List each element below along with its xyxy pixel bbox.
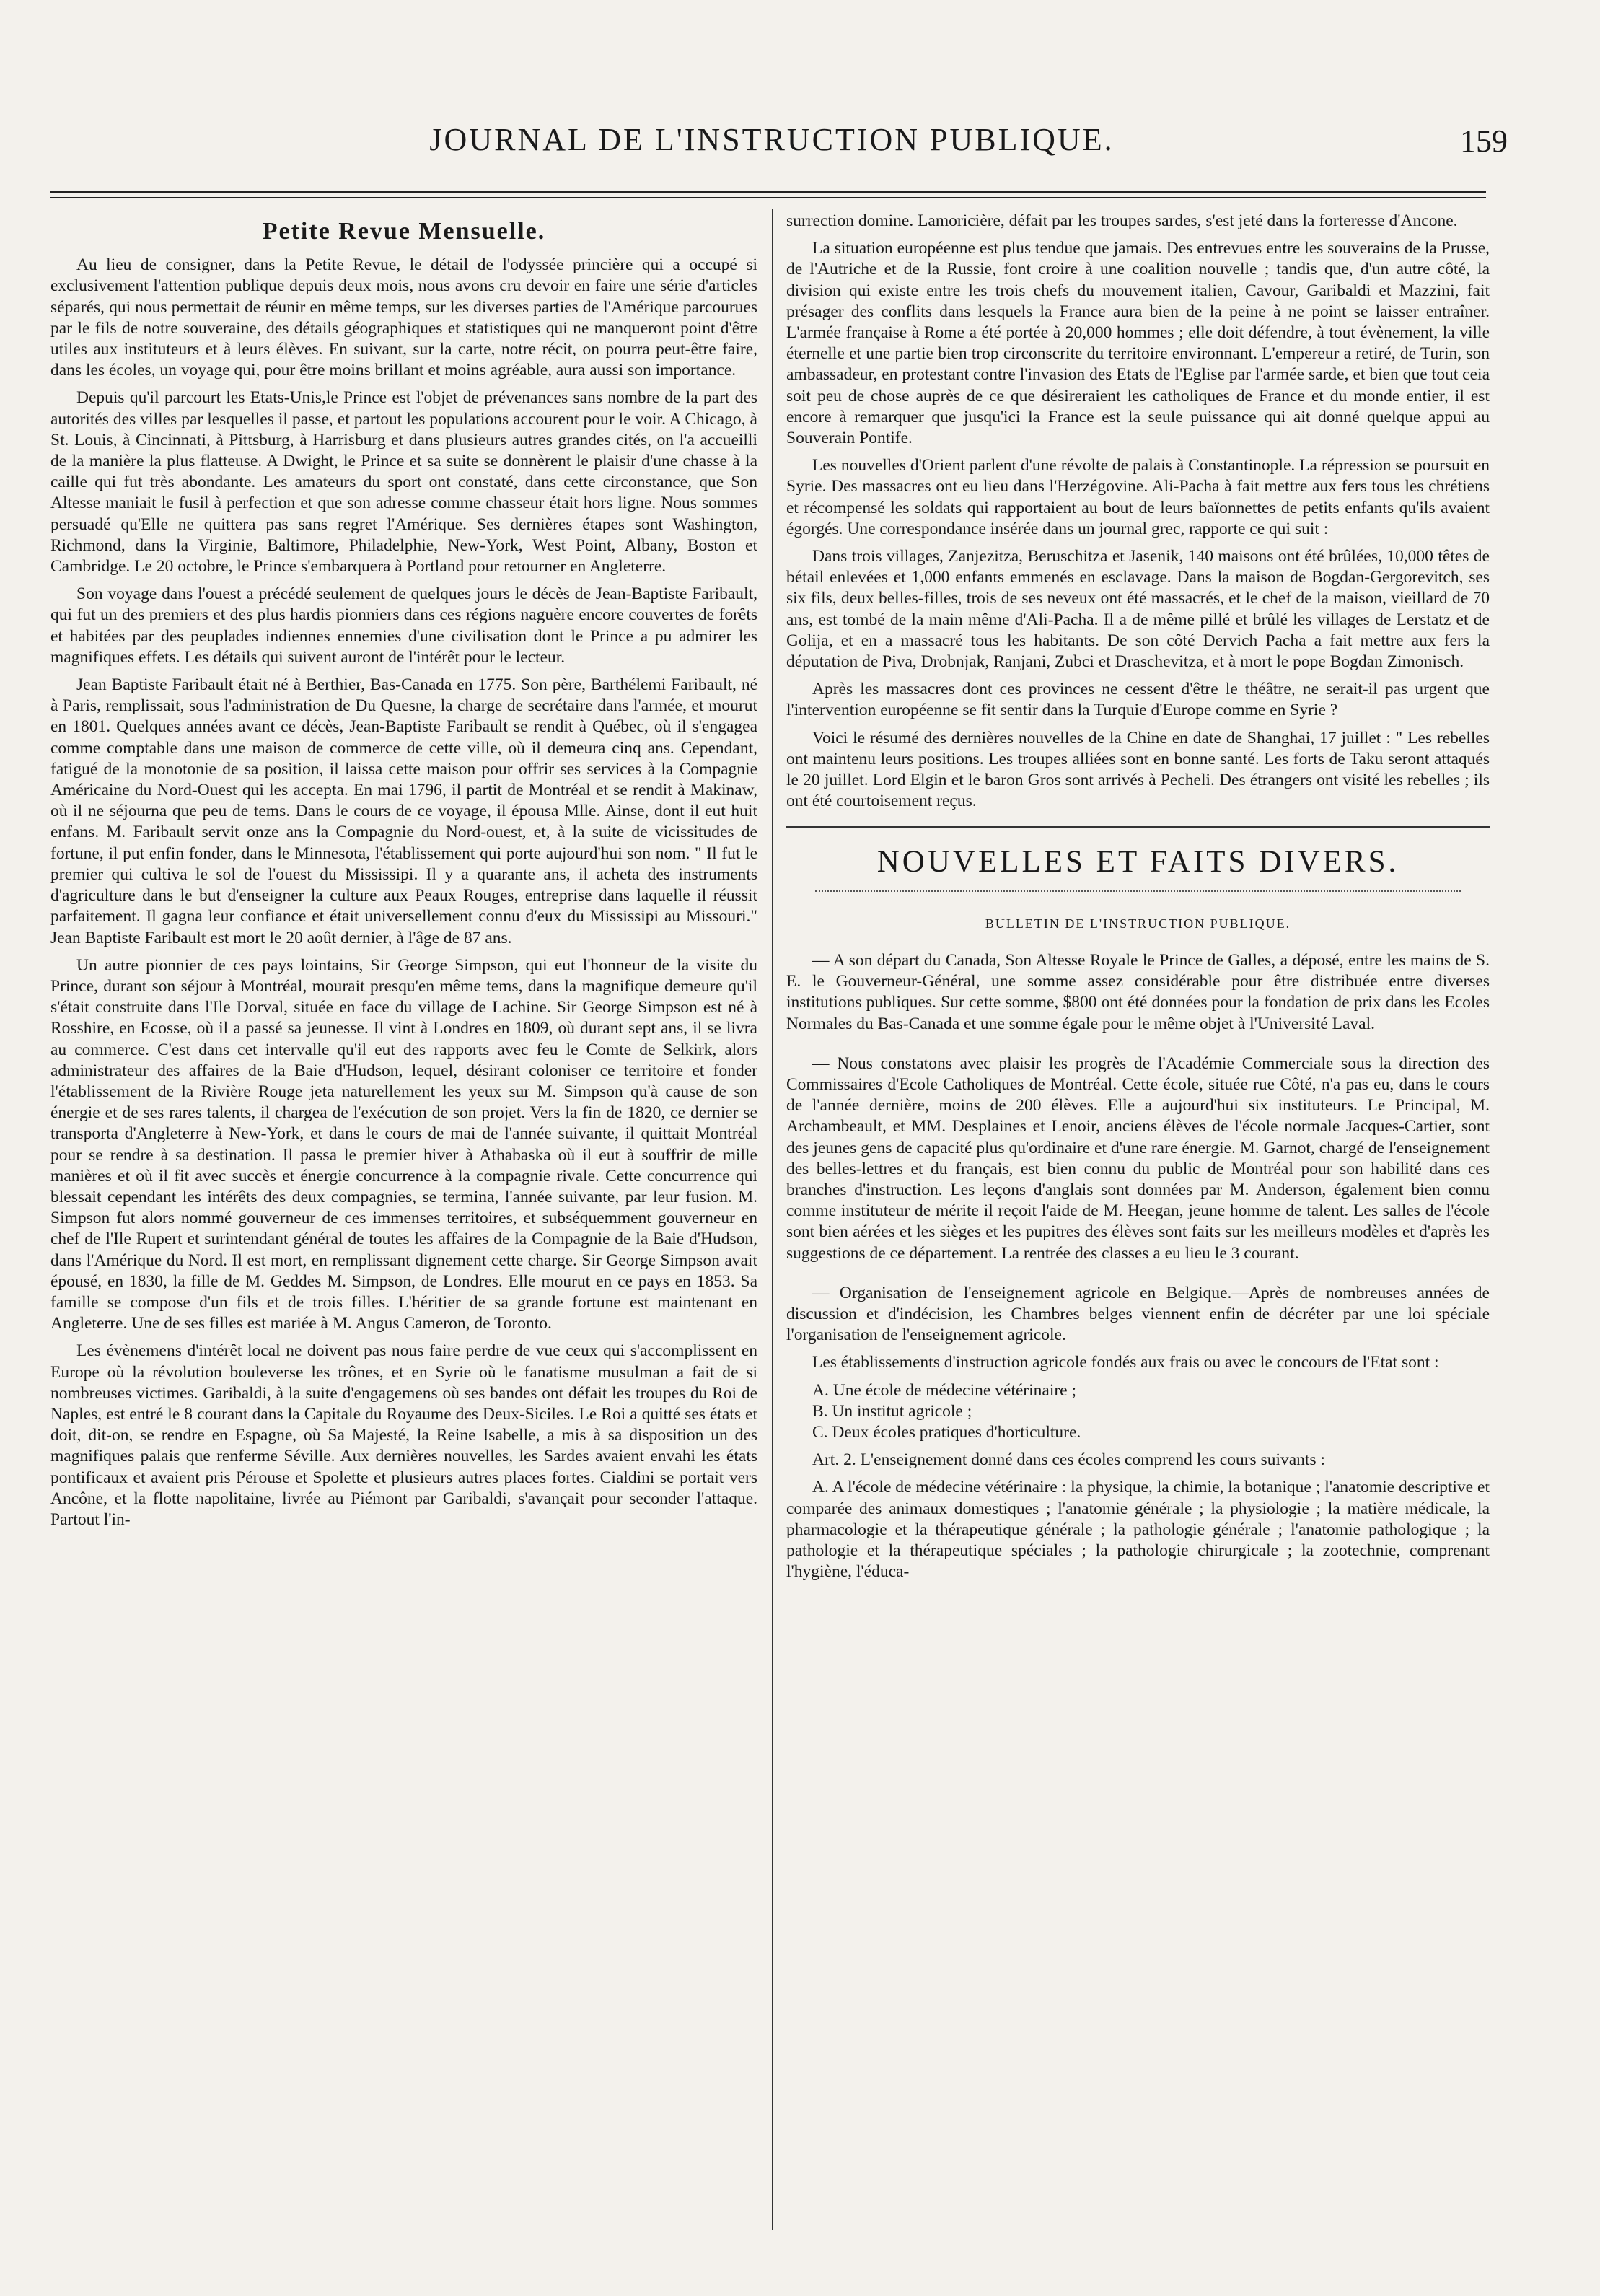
article-paragraph: Voici le résumé des dernières nouvelles de la Chine en date de Shanghai, 17 juillet : " Les rebelles ont maintenu leurs positions. Les troupes alliées sont en bonne santé. Les forts de Taku seront attaqués le 20 juillet. Lord Elgin et le baron Gros sont arrivés à Pecheli. Des étrangers ont visité les rebelles ; ils ont été courtoisement reçus. bbox=[786, 728, 1490, 811]
running-title: JOURNAL DE L'INSTRUCTION PUBLIQUE. bbox=[429, 122, 1115, 157]
section-divider bbox=[786, 826, 1490, 831]
article-paragraph: Un autre pionnier de ces pays lointains, Sir George Simpson, qui eut l'honneur de la visite du Prince, durant son séjour à Montréal, mourait presqu'en même tems, dans la magnifique demeure qu'il s'était construite dans l'Ile Dorval, située en face du village de Lachine. Sir George Simpson est né à Rosshire, en Ecosse, où il a passé sa jeunesse. Il vint à Londres en 1809, où durant sept ans, il se livra au commerce. C'est dans cet intervalle qu'il eut des rapports avec feu le Comte de Selkirk, alors administrateur des affaires de la Baie d'Hudson, lequel, désirant coloniser ce territoire et fonder l'établissement de la Rivière Rouge jeta naturellement les yeux sur M. Simpson qu'à cause de son énergie et de ses rares talents, il chargea de l'exécution de son projet. Vers la fin de 1820, ce dernier se transporta d'Angleterre à New-York, et dans le cours de mai de l'année suivante, il quittait Montréal pour se rendre à sa destination. Il passa le premier hiver à Athabaska où il eut à souffrir de mille manières et où il fit avec succès et énergie concurrence à la compagnie rivale. Cette concurrence qui blessait cependant les intérêts des deux compagnies, se termina, l'année suivante, par leur fusion. M. Simpson fut alors nommé gouverneur de ces immenses territoires, et subséquemment gouverneur en chef de l'Ile Rupert et surintendant général de toutes les affaires de la Compagnie de la Baie d'Hudson, dans l'Amérique du Nord. Il est mort, en remplissant dignement cette charge. Sir George Simpson avait épousé, en 1830, la fille de M. Geddes M. Simpson, de Londres. Elle mourut en ce pays en 1853. Sa famille se compose d'un fils et de trois filles. L'héritier de sa grande fortune est maintenant en Angleterre. Une de ses filles est mariée à M. Angus Cameron, de Toronto. bbox=[50, 955, 757, 1333]
list-item: C. Deux écoles pratiques d'horticulture. bbox=[812, 1422, 1081, 1442]
news-paragraph: — A son départ du Canada, Son Altesse Royale le Prince de Galles, a déposé, entre les mains de S. E. le Gouverneur-Général, une somme assez considérable pour être distribuée entre diverses institutions publiques. Sur cette somme, $800 ont été données pour la fondation de prix dans les Ecoles Normales du Bas-Canada et une somme égale pour le même objet à l'Université Laval. bbox=[786, 950, 1490, 1033]
article-paragraph: La situation européenne est plus tendue que jamais. Des entrevues entre les souverains de la Prusse, de l'Autriche et de la Russie, font croire à une coalition nouvelle ; tandis que, d'un autre côté, la division qui existe entre les trois chefs du mouvement italien, Cavour, Garibaldi et Mazzini, fait présager des conflits dans lesquels la France aura bien de la peine à ne point se laisser entraîner. L'armée française à Rome a été portée à 20,000 hommes ; elle doit défendre, à tout évènement, la ville éternelle et une partie bien trop circonscrite du territoire environnant. L'empereur a retiré, de Turin, son ambassadeur, en protestant contre l'invasion des Etats de l'Eglise par l'armée sarde, et bien que tout ceia soit peu de chose auprès de ce que désireraient les catholiques de France et du monde entier, il est encore à remarquer que jusqu'ici la France est la seule puissance qui ait donné quelque appui au Souverain Pontife. bbox=[786, 239, 1490, 448]
header-rule-thin bbox=[50, 197, 1486, 198]
news-section-title: NOUVELLES ET FAITS DIVERS. bbox=[876, 845, 1399, 880]
news-paragraph: — Organisation de l'enseignement agricole en Belgique.—Après de nombreuses années de discussion et d'indécision, les Chambres belges viennent enfin de décréter par une loi spéciale l'organisation de l'enseignement agricole. bbox=[786, 1283, 1490, 1345]
article-paragraph: Jean Baptiste Faribault était né à Berthier, Bas-Canada en 1775. Son père, Barthélemi Faribault, né à Paris, remplissait, sous l'administration de Du Quesne, la charge de secrétaire dans l'armée, et mourut en 1801. Quelques années avant ce décès, Jean-Baptiste Faribault se rendit à Québec, où il s'engagea comme comptable dans une maison de commerce de cette ville, où il demeura cinq ans. Cependant, fatigué de la monotonie de sa position, il laissa cette maison pour offrir ses services à la Compagnie Américaine du Nord-Ouest qui les accepta. En mai 1796, il partit de Montréal et se rendit à Makinaw, où il ne séjourna que peu de tems. Dans le cours de ce voyage, il épousa Mlle. Ainse, dont il eut huit enfans. M. Faribault servit onze ans la Compagnie du Nord-ouest, et, à la suite de vicissitudes de fortune, il put enfin fonder, dans le Minnesota, l'établissement qui porte aujourd'hui son nom. " Il fut le premier qui cultiva le sol de l'ouest du Mississipi. Il y a quarante ans, il acheta des instruments d'agriculture dans le but d'enseigner la culture aux Peaux Rouges, entreprise dans laquelle il réussit parfaitement. Il gagna leur confiance et était universellement connu d'eux du Mississipi au Missouri." Jean Baptiste Faribault est mort le 20 août dernier, à l'âge de 87 ans. bbox=[50, 675, 757, 947]
article-paragraph: Depuis qu'il parcourt les Etats-Unis,le Prince est l'objet de prévenances sans nombre de la part des autorités des villes par lesquelles il passe, et partout les populations accourent pour le voir. A Chicago, à St. Louis, à Cincinnati, à Pittsburg, à Harrisburg et dans plusieurs autres grandes cités, on l'a accueilli de la manière la plus flatteuse. A Dwight, le Prince et sa suite se donnèrent le plaisir d'une chasse à la caille qui fut très abondante. Les amateurs du sport ont constaté, dans cette circonstance, que Son Altesse maniait le fusil à perfection et que son adresse comme chasseur était hors ligne. Nous sommes persuadé qu'Elle ne quittera pas sans regret l'Amérique. Ses dernières étapes sont Washington, Richmond, dans la Virginie, Baltimore, Philadelphie, New-York, West Point, Albany, Boston et Cambridge. Le 20 octobre, le Prince s'embarquera à Portland pour retourner en Angleterre. bbox=[50, 388, 757, 577]
header-rule bbox=[50, 191, 1486, 193]
dotted-divider bbox=[815, 890, 1461, 892]
list-item: B. Un institut agricole ; bbox=[812, 1401, 972, 1421]
article-paragraph: Après les massacres dont ces provinces ne cessent d'être le théâtre, ne serait-il pas urgent que l'intervention européenne se fit sentir dans la Turquie d'Europe comme en Syrie ? bbox=[786, 680, 1490, 720]
article-paragraph: Les évènemens d'intérêt local ne doivent pas nous faire perdre de vue ceux qui s'accomplissent en Europe où la révolution bouleverse les trônes, et en Syrie où le fanatisme musulman a fait de si nombreuses victimes. Garibaldi, à la suite d'engagemens où ses bandes ont défait les troupes du Roi de Naples, est entré le 8 courant dans la Capitale du Royaume des Deux-Siciles. Le Roi a quitté ses états et doit, dit-on, se rendre en Espagne, où Sa Majesté, la Reine Isabelle, a mis à sa disposition un des magnifiques palais que renferme Séville. Aux dernières nouvelles, les Sardes avaient envahi les états pontificaux et avaient pris Pérouse et Spolette et plusieurs autres places fortes. Cialdini se portait vers Ancône, et la flotte napolitaine, livrée au Piémont par Garibaldi, s'avançait pour seconder l'attaque. Partout l'in- bbox=[50, 1341, 757, 1529]
left-column bbox=[50, 211, 757, 1530]
article-paragraph: Les nouvelles d'Orient parlent d'une révolte de palais à Constantinople. La répression se poursuit en Syrie. Des massacres ont eu lieu dans l'Herzégovine. Ali-Pacha à fait mettre aux fers tous les chrétiens et récompensé les soldats qui rapportaient au bout de leurs baïonnettes de petits enfants qu'ils avaient égorgés. Une correspondance insérée dans un journal grec, rapporte ce qui suit : bbox=[786, 456, 1490, 538]
news-paragraph: A. A l'école de médecine vétérinaire : la physique, la chimie, la botanique ; l'anatomie descriptive et comparée des animaux domestiques ; l'anatomie générale ; la physiologie ; la matière médicale, la pharmacologie et la thérapeutique générale ; la pathologie générale ; l'anatomie pathologique ; la pathologie et la thérapeutique spéciales ; la pathologie chirurgicale ; la zootechnie, comprenant l'hygiène, l'éduca- bbox=[786, 1478, 1490, 1582]
news-paragraph: Les établissements d'instruction agricole fondés aux frais ou avec le concours de l'Etat sont : bbox=[812, 1353, 1439, 1372]
bulletin-title: BULLETIN DE L'INSTRUCTION PUBLIQUE. bbox=[985, 916, 1291, 931]
list-item: A. Une école de médecine vétérinaire ; bbox=[812, 1380, 1077, 1400]
section-title: Petite Revue Mensuelle. bbox=[262, 218, 546, 245]
page-number: 159 bbox=[1460, 123, 1508, 159]
article-paragraph: Au lieu de consigner, dans la Petite Revue, le détail de l'odyssée princière qui a occupé si exclusivement l'attention publique depuis deux mois, nous avons cru devoir en faire une série d'articles séparés, qui nous permettait de réunir en même temps, sur les diverses parties de l'Amérique parcourues par le fils de notre souveraine, des détails géographiques et statistiques qui ne manqueront point d'être utiles aux instituteurs et à leurs élèves. En suivant, sur la carte, notre récit, on pourra peut-être faire, dans les écoles, un voyage qui, pour être moins brillant et moins agréable, aura aussi son importance. bbox=[50, 255, 757, 380]
news-paragraph: Art. 2. L'enseignement donné dans ces écoles comprend les cours suivants : bbox=[812, 1450, 1326, 1470]
right-column bbox=[786, 211, 1490, 1582]
article-paragraph: Son voyage dans l'ouest a précédé seulement de quelques jours le décès de Jean-Baptiste Faribault, qui fut un des premiers et des plus hardis pionniers dans ces régions naguère encore couvertes de forêts et habitées par des peuplades indiennes ennemies d'une civilisation dont le Prince a pu admirer les magnifiques effets. Les détails qui suivent auront de l'intérêt pour le lecteur. bbox=[50, 584, 757, 667]
article-paragraph: surrection domine. Lamoricière, défait par les troupes sardes, s'est jeté dans la forteresse d'Ancone. bbox=[786, 211, 1458, 230]
news-paragraph: — Nous constatons avec plaisir les progrès de l'Académie Commerciale sous la direction des Commissaires d'Ecole Catholiques de Montréal. Cette école, située rue Côté, n'a pas eu, dans le cours de l'année dernière, moins de 200 élèves. Elle a aujourd'hui six instituteurs. Le Principal, M. Archambeault, et MM. Desplaines et Lenoir, anciens élèves de l'école normale Jacques-Cartier, sont des jeunes gens de capacité plus qu'ordinaire et d'une rare énergie. M. Garnot, chargé de l'enseignement des belles-lettres et du français, est bien connu du public de Montréal pour son habilité dans ces branches d'instruction. Les leçons d'anglais sont données par M. Anderson, également bien connu comme instituteur de mérite il reçoit l'aide de M. Heegan, jeune homme de talent. Les salles de l'école sont bien aérées et les sièges et les pupitres des élèves sont faits sur les meilleurs modèles et d'après les suggestions de ce département. La rentrée des classes a eu lieu le 3 courant. bbox=[786, 1053, 1490, 1263]
article-paragraph: Dans trois villages, Zanjezitza, Beruschitza et Jasenik, 140 maisons ont été brûlées, 10,000 têtes de bétail enlevées et 1,000 enfants emmenés en esclavage. Dans la maison de Bogdan-Gergorevitch, ses six fils, deux belles-filles, trois de ses neveux ont été massacrés, et le chef de la maison, vieillard de 70 ans, est tombé de la main même d'Ali-Pacha. Il a de même pillé et brûlé les villages de Lerstatz et de Golija, et en a massacré tous les habitants. De son côté Dervich Pacha a fait mettre aux fers la députation de Piva, Drobnjak, Ranjani, Zubci et Draschevitza, et à mort le pope Bogdan Zimonisch. bbox=[786, 547, 1490, 672]
column-divider bbox=[772, 209, 773, 2230]
page-header bbox=[50, 121, 1508, 172]
